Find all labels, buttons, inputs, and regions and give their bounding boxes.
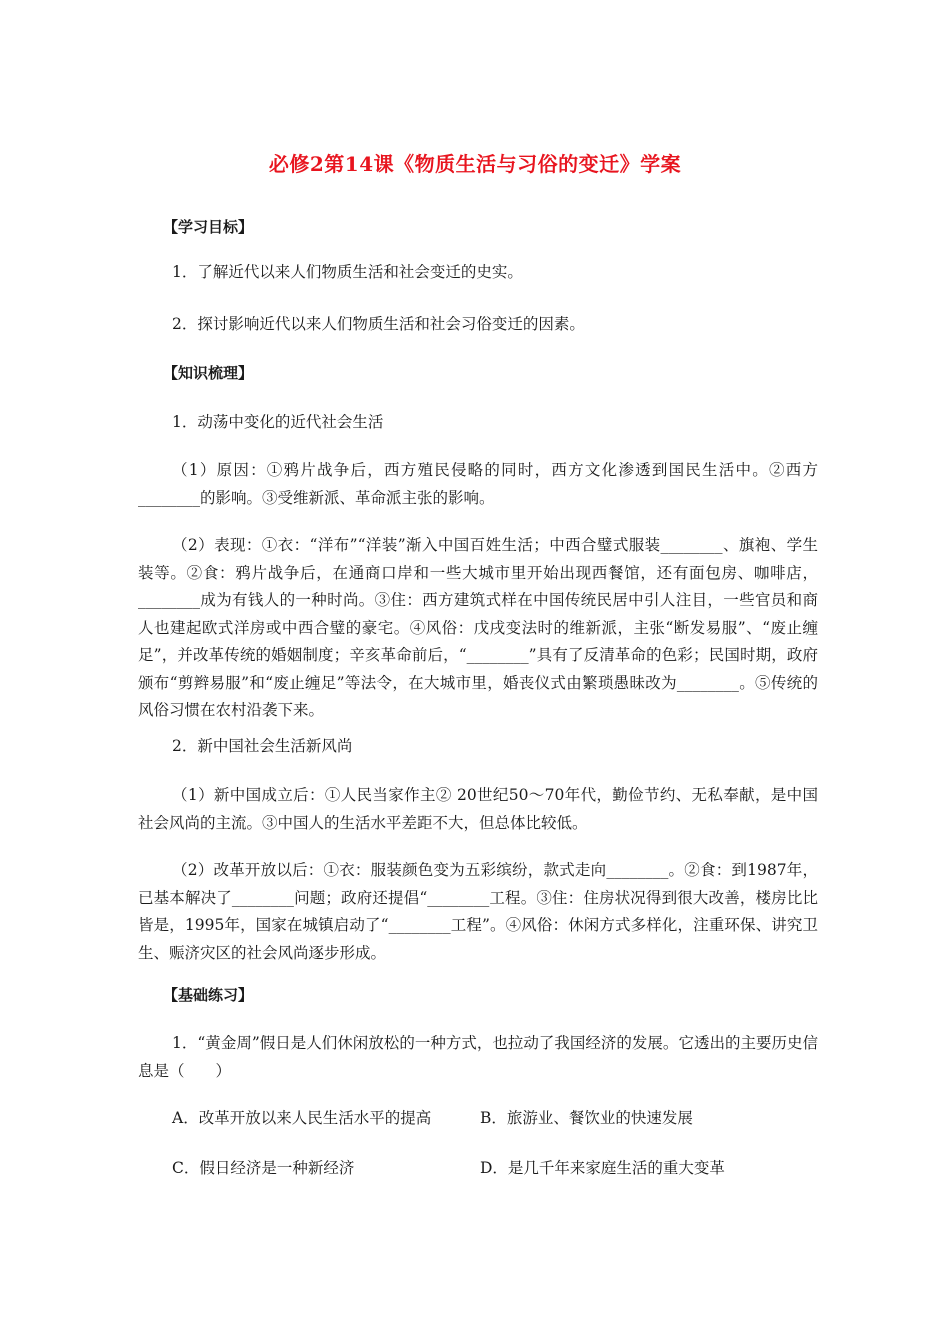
part2-after-founding-paragraph: （1）新中国成立后：①人民当家作主② 20世纪50～70年代，勤俭节约、无私奉献，是中国社会风尚的主流。③中国人的生活水平差距不大，但总体比较低。 <box>138 786 818 832</box>
option-a: A．改革开放以来人民生活水平的提高 <box>172 1109 432 1127</box>
goals-heading: 【学习目标】 <box>163 218 254 236</box>
part2-title: 2．新中国社会生活新风尚 <box>172 737 353 755</box>
part1-cause-paragraph: （1）原因：①鸦片战争后，西方殖民侵略的同时，西方文化渗透到国民生活中。②西方________的影响。③受维新派、革命派主张的影响。 <box>138 461 818 507</box>
part1-title: 1．动荡中变化的近代社会生活 <box>172 413 384 431</box>
option-d: D．是几千年来家庭生活的重大变革 <box>480 1159 725 1177</box>
option-c: C．假日经济是一种新经济 <box>172 1159 355 1177</box>
practice-heading: 【基础练习】 <box>163 986 254 1004</box>
knowledge-heading: 【知识梳理】 <box>163 364 254 382</box>
goal-item-1: 1．了解近代以来人们物质生活和社会变迁的史实。 <box>172 263 523 281</box>
goal-item-2: 2．探讨影响近代以来人们物质生活和社会习俗变迁的因素。 <box>172 315 585 333</box>
part1-performance-paragraph: （2）表现：①衣：“洋布”“洋装”渐入中国百姓生活；中西合璧式服装________、旗袍、学生装等。②食：鸦片战争后，在通商口岸和一些大城市里开始出现西餐馆，还有面包房、咖啡店，________成为有钱人的一种时尚。③住：西方建筑式样在中国传统民居中引人注目，一些官员和商人也建起欧式洋房或中西合璧的豪宅。④风俗：戊戌变法时的维新派，主张“断发易服”、“废止缠足”，并改革传统的婚姻制度；辛亥革命前后，“________”具有了反清革命的色彩；民国时期，政府颁布“剪辫易服”和“废止缠足”等法令，在大城市里，婚丧仪式由繁琐愚昧改为________。⑤传统的风俗习惯在农村沿袭下来。 <box>138 536 818 719</box>
part2-reform-paragraph: （2）改革开放以后：①衣：服装颜色变为五彩缤纷，款式走向________。②食：到1987年，已基本解决了________问题；政府还提倡“________工程。③住：住房状况得到很大改善，楼房比比皆是，1995年，国家在城镇启动了“________工程”。④风俗：休闲方式多样化，注重环保、讲究卫生、赈济灾区的社会风尚逐步形成。 <box>138 861 818 962</box>
question-1: 1．“黄金周”假日是人们休闲放松的一种方式，也拉动了我国经济的发展。它透出的主要历史信息是（ ） <box>138 1034 818 1080</box>
option-b: B．旅游业、餐饮业的快速发展 <box>480 1109 693 1127</box>
page-title: 必修2第14课《物质生活与习俗的变迁》学案 <box>268 152 682 176</box>
